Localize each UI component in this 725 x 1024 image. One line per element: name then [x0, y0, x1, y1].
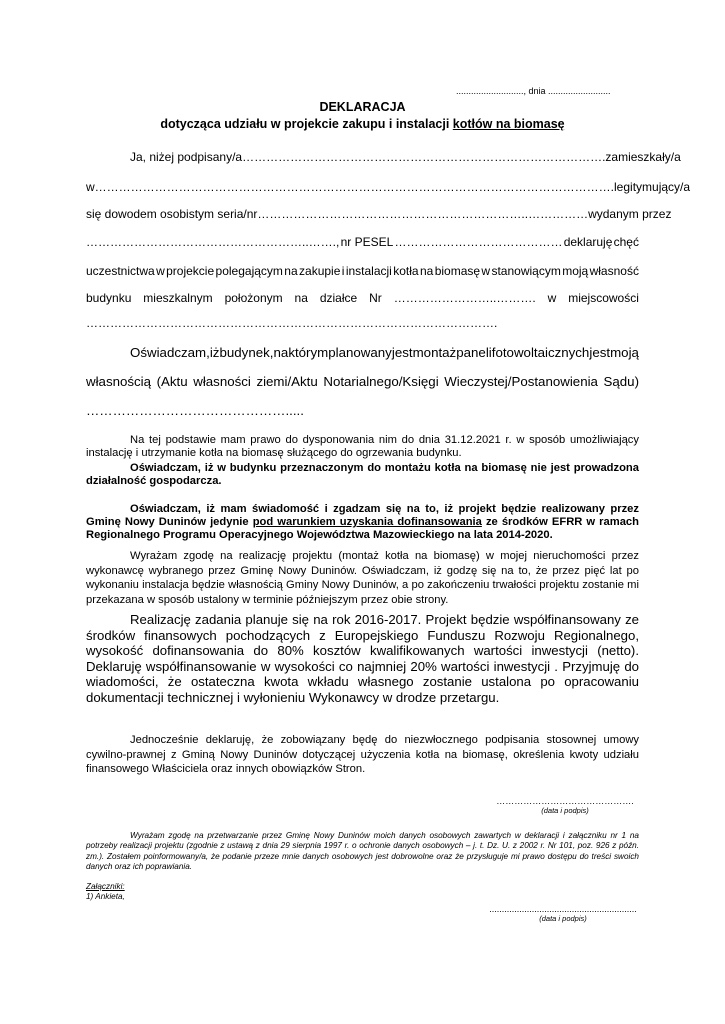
issuer-field: ………………………………………………..……., — [86, 235, 340, 249]
word: kotła — [393, 264, 419, 278]
plot-number-label: Nr — [369, 291, 382, 305]
word: planowany — [328, 345, 392, 360]
word: na — [419, 264, 434, 278]
name-label: Ja, niżej podpisany/a — [130, 150, 243, 164]
word: biomasę — [434, 264, 481, 278]
residence-label: zamieszkały/a — [605, 150, 681, 164]
word: montaż — [412, 345, 457, 360]
word: Sądu) — [603, 374, 639, 389]
will-word: chęć — [613, 235, 639, 249]
word: Notarialnego/Księgi — [323, 374, 439, 389]
word: zakupie — [299, 264, 341, 278]
paragraph-realization — [86, 612, 639, 706]
subtitle-underlined: kotłów na biomasę — [452, 117, 565, 131]
consent-text: Wyrażam zgodę na przetwarzanie przez Gminę Nowy Duninów moich danych osobowych zawartych w deklaracji i załączniku nr 1 na potrzeby realizacji projektu (zgodnie z ustawą z dnia 29 sierpnia 1997 r. o ochronie danych osobowych – j. t. Dz. U. z 2002 r. Nr 101, poz. 926 z późn. zm.). Zostałem poinformowany/a, że podanie przeze mnie danych osobowych jest dobrowolne oraz że przysługuje mi prawo dostępu do treści swoich danych oraz ich poprawiania. — [86, 831, 639, 872]
word: w — [547, 291, 557, 305]
word: moją — [610, 345, 639, 360]
name-field: ………………………………………………………………………………. — [242, 150, 606, 164]
attachments — [86, 882, 125, 902]
ownership-document-field: ………………………………………..... — [86, 403, 304, 418]
place-date-line: ..........................., dnia ......................... — [456, 86, 611, 96]
form-row-plot — [86, 291, 639, 305]
signature-caption: (data i podpis) — [541, 806, 589, 815]
paragraph-text: Wyrażam zgodę na realizację projektu (montaż kotła na biomasę) w mojej nieruchomości przez wykonawcę wybranego przez Gminę Nowy Duninów. Oświadczam, iż godzę się na to, że przez pięć lat po wykonaniu instalacja będzie własnością Gminy Nowy Duninów, a po zakończeniu trwałości projektu zostanie mi przekazana w sposób ustalony w terminie późniejszym przez obie strony. — [86, 550, 639, 606]
address-label: w — [86, 180, 95, 194]
word: budynek, — [219, 345, 274, 360]
word: na — [273, 345, 289, 360]
word: którym — [288, 345, 329, 360]
word: uczestnictwa — [86, 264, 155, 278]
word: jest — [391, 345, 413, 360]
word: fotowoltaicznych — [491, 345, 590, 360]
paragraph-contract — [86, 733, 639, 777]
word: Wieczystej/Postanowienia — [444, 374, 598, 389]
word: na — [294, 291, 308, 305]
paragraph-text: Oświadczam, iż w budynku przeznaczonym do montażu kotła na biomasę nie jest prowadzona działalność gospodarcza. — [86, 462, 639, 488]
signature-line: ………………………………………. — [496, 796, 634, 806]
word: Oświadczam, — [130, 345, 210, 360]
word: jest — [589, 345, 611, 360]
paragraph-consent — [86, 549, 639, 607]
data-processing-consent — [86, 831, 639, 873]
pesel-label: nr PESEL — [340, 235, 394, 249]
building-statement-line2 — [86, 374, 639, 389]
issued-by-label: wydanym przez — [588, 207, 672, 221]
address-field: …………………………………………………………………………………………………………………. — [94, 180, 615, 194]
word: budynku — [86, 291, 132, 305]
paragraph-text: ze środków EFRR w ramach Regionalnego Programu Operacyjnego Województwa Mazowieckiego na lata 2014-2020. — [86, 516, 639, 542]
word: położonym — [224, 291, 283, 305]
form-row-pesel — [86, 235, 639, 249]
word: mieszkalnym — [143, 291, 213, 305]
form-row-address — [86, 180, 691, 194]
locality-label: miejscowości — [568, 291, 639, 305]
word: stanowiącym — [491, 264, 561, 278]
word: iż — [209, 345, 220, 360]
word: na — [284, 264, 298, 278]
id-label: legitymujący/a — [614, 180, 691, 194]
word: działce — [319, 291, 358, 305]
signature-caption: (data i podpis) — [539, 914, 587, 923]
plot-number-field: ……………………..………. — [393, 291, 536, 305]
word: w — [481, 264, 491, 278]
building-statement-line1 — [130, 345, 639, 360]
paragraph-funding-condition — [86, 503, 639, 543]
attachment-item: 1) Ankieta, — [86, 892, 125, 901]
word: własnością — [86, 374, 152, 389]
id-card-label: się dowodem osobistym seria/nr — [86, 207, 258, 221]
id-card-field: …………………………………………………………..…………… — [257, 207, 589, 221]
paragraph-underlined-text: pod warunkiem uzyskania dofinansowania — [252, 516, 482, 529]
signature-block-2 — [486, 904, 640, 923]
paragraph-text: Oświadczam, iż mam świadomość i zgadzam się na to, iż projekt będzie realizowany przez Gminę Nowy Duninów jedynie — [86, 503, 639, 529]
form-row-participation — [86, 264, 639, 278]
word: moją — [562, 264, 589, 278]
paragraph-text: Jednocześnie deklaruję, że zobowiązany będę do niezwłocznego podpisania stosownej umowy cywilno-prawnej z Gminą Nowy Duninów dotyczącej użyczenia kotła na biomasę, określenia kwoty udziału finansowego Właściciela oraz innych obowiązków Stron. — [86, 734, 639, 776]
word: projekcie — [166, 264, 215, 278]
word: paneli — [456, 345, 492, 360]
word: w — [156, 264, 165, 278]
document-subtitle — [0, 117, 725, 131]
pesel-field: …………………………………… — [394, 235, 563, 249]
subtitle-prefix: dotycząca udziału w projekcie zakupu i instalacji — [160, 117, 453, 131]
attachments-label: Załączniki: — [86, 882, 125, 891]
word: polegającym — [215, 264, 283, 278]
word: własność — [589, 264, 639, 278]
form-row-name — [130, 150, 681, 164]
signature-line: ........................................................... — [489, 904, 637, 914]
document-title: DEKLARACJA — [319, 100, 406, 114]
signature-block-1 — [490, 796, 640, 815]
declare-word: deklaruję — [563, 235, 613, 249]
paragraph-disposal-right — [86, 434, 639, 460]
word: i — [341, 264, 345, 278]
paragraph-no-business — [86, 462, 639, 488]
form-row-id-card — [86, 207, 672, 221]
word: instalacji — [345, 264, 392, 278]
word: (Aktu — [156, 374, 188, 389]
word: własności — [193, 374, 251, 389]
paragraph-text: Realizację zadania planuje się na rok 2016-2017. Projekt będzie współfinansowany ze środków finansowych pochodzących z Europejskiego Funduszu Rozwoju Regionalnego, wysokość dofinansowania do 80% kosztów kwalifikowanych wartości inwestycji (netto). Deklaruję współfinansowanie w wysokości co najmniej 20% wartości inwestycji . Przyjmuję do wiadomości, że ostateczna kwota wkładu własnego zostanie ustalona po opracowaniu dokumentacji technicznej i wyłonieniu Wykonawcy w drodze przetargu. — [86, 612, 639, 705]
paragraph-text: Na tej podstawie mam prawo do dysponowania nim do dnia 31.12.2021 r. w sposób umożliwiający instalację i utrzymanie kotła na biomasę służącego do ogrzewania budynku. — [86, 434, 639, 460]
word: ziemi/Aktu — [256, 374, 318, 389]
locality-field: …………………………………………………………………………………………. — [86, 316, 498, 330]
